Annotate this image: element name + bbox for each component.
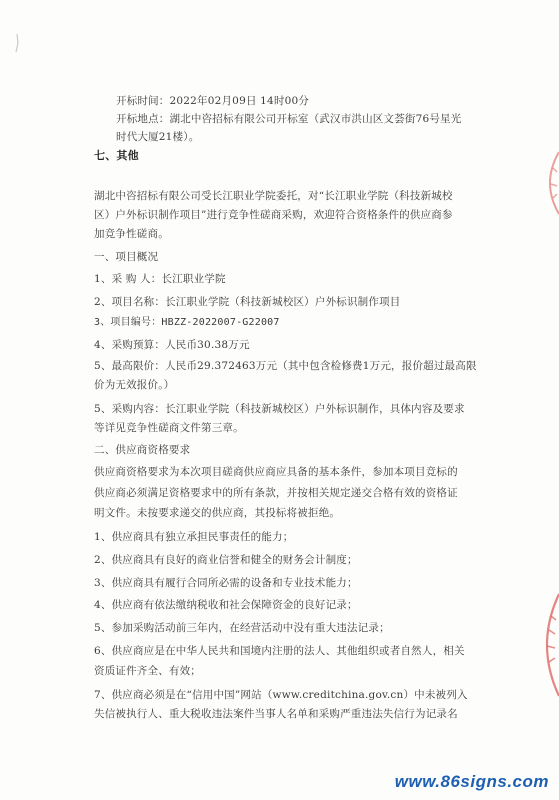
seal-fragment-icon (529, 148, 559, 218)
item-max-price-cont: 价为无效报价。） (94, 379, 175, 391)
paragraph-intro-1: 湖北中咨招标有限公司受长江职业学院委托，对“长江职业学院（科技新城校 (94, 190, 453, 202)
red-seal-icon (529, 590, 559, 700)
qualification-item-2: 2、供应商具有良好的商业信誉和健全的财务会计制度； (94, 554, 358, 566)
item-purchaser: 1、采 购 人：长江职业学院 (94, 273, 226, 285)
item-content-cont: 等详见竞争性磋商文件第三章。 (94, 422, 244, 434)
scan-mark-icon (14, 34, 20, 52)
qualification-item-1: 1、供应商具有独立承担民事责任的能力； (94, 531, 294, 543)
qualification-item-6-cont: 资质证件齐全、有效； (94, 665, 201, 677)
qualification-item-7: 7、供应商必须是在“信用中国”网站（www.creditchina.gov.cn）中未被列入 (94, 689, 468, 701)
qualification-item-5: 5、参加采购活动前三年内，在经营活动中没有重大违法记录； (94, 622, 390, 634)
bid-opening-time: 开标时间：2022年02月09日 14时00分 (116, 95, 310, 107)
item-budget: 4、采购预算：人民币30.38万元 (94, 339, 250, 351)
qualification-item-3: 3、供应商具有履行合同所必需的设备和专业技术能力； (94, 577, 358, 589)
paragraph-qualification-1: 供应商资格要求为本次项目磋商供应商应具备的基本条件，参加本项目竞标的 (94, 466, 458, 478)
heading-project-overview: 一、项目概况 (94, 251, 159, 263)
paragraph-qualification-2: 供应商必须满足资格要求中的所有条款，并按相关规定递交合格有效的资格证 (94, 487, 458, 499)
site-watermark: www.86signs.com (394, 772, 549, 791)
item-max-price: 5、最高限价：人民币29.372463万元（其中包含检修费1万元，报价超过最高限 (94, 360, 477, 372)
paragraph-intro-2: 区）户外标识制作项目”进行竞争性磋商采购，欢迎符合资格条件的供应商参 (94, 209, 453, 221)
bid-opening-location-cont: 时代大厦21楼）。 (116, 131, 200, 143)
item-content: 5、采购内容：长江职业学院（科技新城校区）户外标识制作，具体内容及要求 (94, 403, 465, 415)
paragraph-qualification-3: 明文件。未按要求递交的供应商，其投标将被拒绝。 (94, 507, 341, 519)
heading-qualification: 二、供应商资格要求 (94, 444, 191, 456)
section-heading-other: 七、其他 (94, 149, 139, 162)
qualification-item-4: 4、供应商有依法缴纳税收和社会保障资金的良好记录； (94, 599, 358, 611)
item-project-number: 3、项目编号：HBZZ-2022007-G22007 (94, 317, 280, 328)
qualification-item-7-cont: 失信被执行人、重大税收违法案件当事人名单和采购严重违法失信行为记录名 (94, 708, 458, 720)
paragraph-intro-3: 加竞争性磋商。 (94, 228, 169, 240)
item-project-name: 2、项目名称：长江职业学院（科技新城校区）户外标识制作项目 (94, 296, 401, 308)
qualification-item-6: 6、供应商应是在中华人民共和国境内注册的法人、其他组织或者自然人，相关 (94, 645, 465, 657)
bid-opening-location: 开标地点：湖北中咨招标有限公司开标室（武汉市洪山区文荟街76号星光 (116, 113, 462, 125)
